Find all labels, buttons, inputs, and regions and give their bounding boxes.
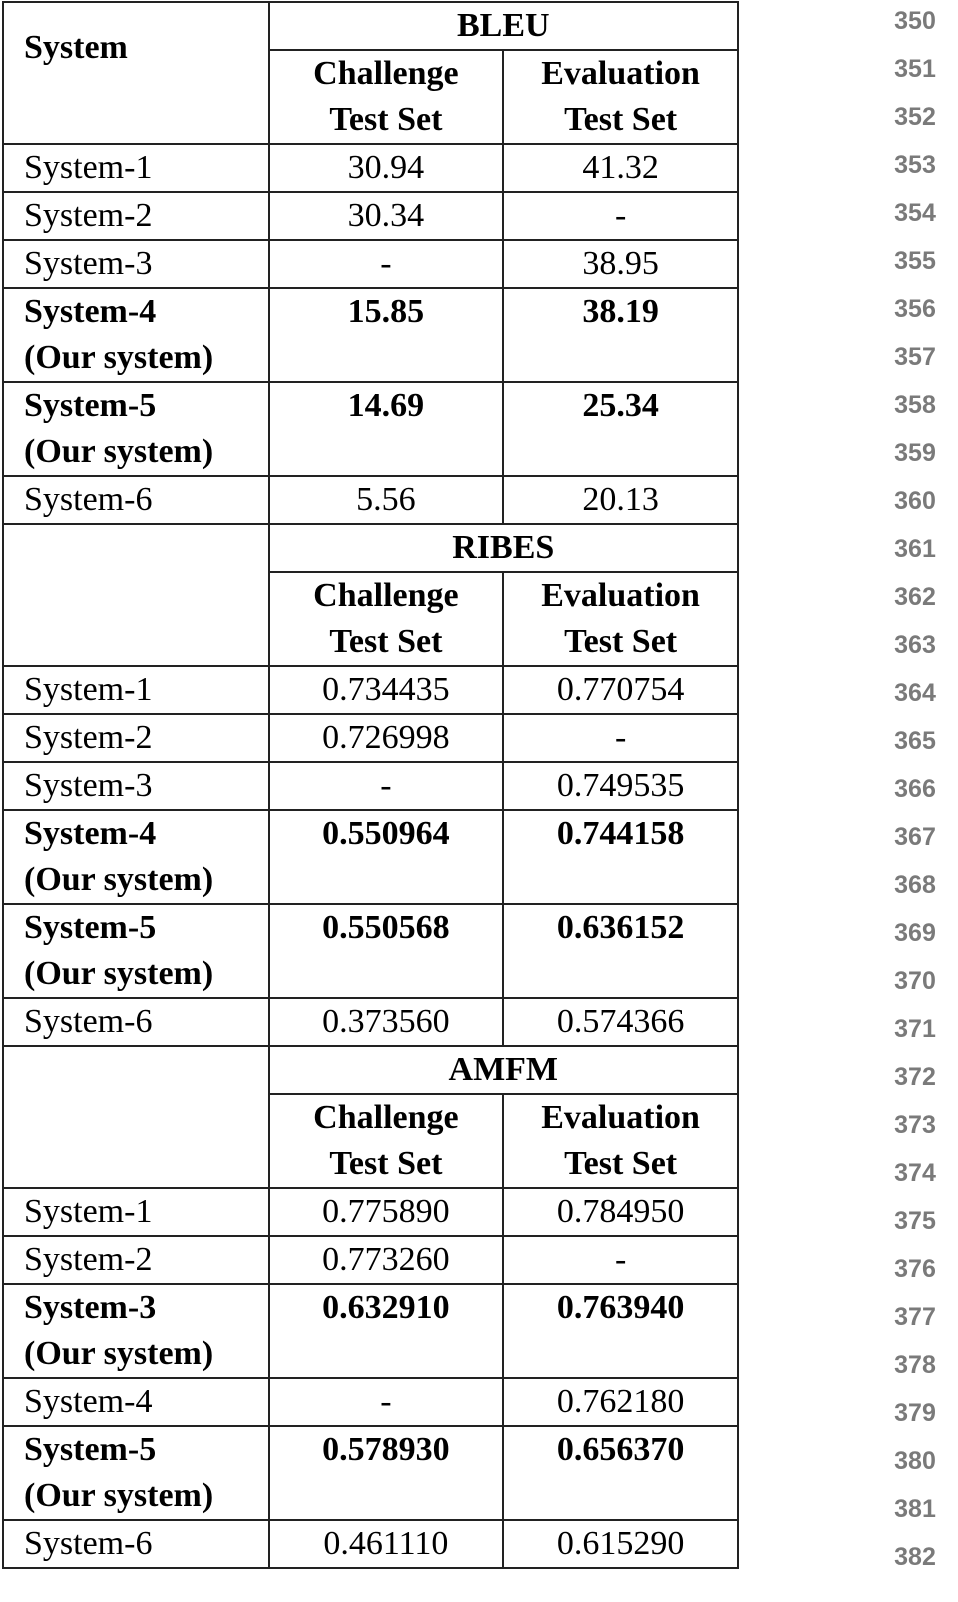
metric-header-row: [3, 2, 738, 50]
table-row: [3, 904, 738, 998]
line-number: 381: [894, 1495, 936, 1523]
our-system-note: (Our system): [24, 1477, 214, 1514]
header-line: Evaluation: [541, 577, 700, 614]
evaluation-score: 0.784950: [503, 1188, 738, 1236]
evaluation-score: 20.13: [503, 476, 738, 524]
header-line: Test Set: [329, 1145, 443, 1182]
line-number: 368: [894, 871, 936, 899]
system-name: System-5: [24, 387, 157, 424]
system-name-cell: [3, 998, 269, 1046]
our-system-note: (Our system): [24, 955, 214, 992]
line-number: 355: [894, 247, 936, 275]
evaluation-test-set-header: [503, 50, 738, 144]
evaluation-score: 0.744158: [503, 810, 738, 904]
metric-header: BLEU: [269, 2, 738, 50]
table-row: [3, 240, 738, 288]
evaluation-score: 41.32: [503, 144, 738, 192]
system-name: System-2: [24, 719, 153, 756]
challenge-score: 5.56: [269, 476, 504, 524]
system-name-cell: [3, 192, 269, 240]
system-name-cell: [3, 1378, 269, 1426]
system-name-cell: [3, 382, 269, 476]
line-number: 374: [894, 1159, 936, 1187]
system-name-cell: [3, 1188, 269, 1236]
evaluation-score: 0.636152: [503, 904, 738, 998]
challenge-test-set-header: [269, 1094, 504, 1188]
system-name-cell: [3, 1426, 269, 1520]
system-name-cell: [3, 666, 269, 714]
header-line: Evaluation: [541, 1099, 700, 1136]
challenge-score: 0.373560: [269, 998, 504, 1046]
line-number: 356: [894, 295, 936, 323]
evaluation-score: 25.34: [503, 382, 738, 476]
system-name-cell: [3, 1236, 269, 1284]
challenge-test-set-header: [269, 572, 504, 666]
line-number: 382: [894, 1543, 936, 1571]
challenge-score: 30.34: [269, 192, 504, 240]
our-system-note: (Our system): [24, 339, 214, 376]
table-row: [3, 1426, 738, 1520]
system-name: System-6: [24, 481, 153, 518]
line-number: 380: [894, 1447, 936, 1475]
system-name: System-4: [24, 1383, 153, 1420]
header-line: Challenge: [313, 577, 459, 614]
system-name-cell: [3, 1520, 269, 1568]
system-name: System-4: [24, 293, 157, 330]
system-name-cell: [3, 714, 269, 762]
line-number: 362: [894, 583, 936, 611]
line-number: 377: [894, 1303, 936, 1331]
evaluation-score: 0.574366: [503, 998, 738, 1046]
header-line: Test Set: [329, 101, 443, 138]
evaluation-score: 0.656370: [503, 1426, 738, 1520]
metric-header-row: [3, 524, 738, 572]
challenge-score: 0.578930: [269, 1426, 504, 1520]
our-system-note: (Our system): [24, 861, 214, 898]
challenge-score: 0.726998: [269, 714, 504, 762]
challenge-score: -: [269, 1378, 504, 1426]
evaluation-test-set-header: [503, 1094, 738, 1188]
system-column-header: System: [3, 2, 269, 144]
metric-header-row: [3, 1046, 738, 1094]
evaluation-score: -: [503, 192, 738, 240]
challenge-score: 0.775890: [269, 1188, 504, 1236]
line-number: 365: [894, 727, 936, 755]
line-number: 361: [894, 535, 936, 563]
line-number: 371: [894, 1015, 936, 1043]
line-number: 367: [894, 823, 936, 851]
line-number: 357: [894, 343, 936, 371]
empty-header-cell: [3, 1046, 269, 1188]
challenge-score: 0.632910: [269, 1284, 504, 1378]
challenge-score: 0.734435: [269, 666, 504, 714]
line-number: 372: [894, 1063, 936, 1091]
header-line: Test Set: [564, 623, 678, 660]
table-row: [3, 998, 738, 1046]
system-name: System-2: [24, 1241, 153, 1278]
system-name: System-3: [24, 245, 153, 282]
line-number: 370: [894, 967, 936, 995]
system-name-cell: [3, 810, 269, 904]
header-line: Evaluation: [541, 55, 700, 92]
challenge-score: 30.94: [269, 144, 504, 192]
table-row: [3, 192, 738, 240]
line-number: 376: [894, 1255, 936, 1283]
system-name: System-5: [24, 909, 157, 946]
results-table: [2, 1, 739, 1569]
challenge-score: 15.85: [269, 288, 504, 382]
table-row: [3, 714, 738, 762]
line-number: 375: [894, 1207, 936, 1235]
system-name: System-2: [24, 197, 153, 234]
line-number: 360: [894, 487, 936, 515]
evaluation-score: 38.95: [503, 240, 738, 288]
system-name-cell: [3, 288, 269, 382]
system-name-cell: [3, 904, 269, 998]
system-name: System-6: [24, 1003, 153, 1040]
evaluation-test-set-header: [503, 572, 738, 666]
table-row: [3, 288, 738, 382]
challenge-score: 0.461110: [269, 1520, 504, 1568]
line-number: 363: [894, 631, 936, 659]
challenge-score: 0.773260: [269, 1236, 504, 1284]
system-name-cell: [3, 240, 269, 288]
challenge-score: 0.550568: [269, 904, 504, 998]
metric-header: RIBES: [269, 524, 738, 572]
challenge-score: -: [269, 240, 504, 288]
our-system-note: (Our system): [24, 1335, 214, 1372]
system-name: System-3: [24, 1289, 157, 1326]
empty-header-cell: [3, 524, 269, 666]
system-name: System-4: [24, 815, 157, 852]
table-row: [3, 1378, 738, 1426]
line-number: 378: [894, 1351, 936, 1379]
system-name: System-1: [24, 671, 153, 708]
table-row: [3, 1284, 738, 1378]
line-number: 373: [894, 1111, 936, 1139]
evaluation-score: -: [503, 1236, 738, 1284]
line-number: 358: [894, 391, 936, 419]
evaluation-score: -: [503, 714, 738, 762]
table-row: [3, 476, 738, 524]
header-line: Test Set: [329, 623, 443, 660]
system-name-cell: [3, 762, 269, 810]
metric-header: AMFM: [269, 1046, 738, 1094]
table-row: [3, 666, 738, 714]
evaluation-score: 0.762180: [503, 1378, 738, 1426]
evaluation-score: 38.19: [503, 288, 738, 382]
header-line: Test Set: [564, 101, 678, 138]
header-line: Challenge: [313, 1099, 459, 1136]
line-number: 350: [894, 7, 936, 35]
challenge-score: -: [269, 762, 504, 810]
system-name-cell: [3, 144, 269, 192]
line-number: 359: [894, 439, 936, 467]
line-number: 364: [894, 679, 936, 707]
table-row: [3, 1236, 738, 1284]
system-name-cell: [3, 476, 269, 524]
line-number: 351: [894, 55, 936, 83]
line-number: 354: [894, 199, 936, 227]
challenge-test-set-header: [269, 50, 504, 144]
system-name: System-6: [24, 1525, 153, 1562]
line-number: 352: [894, 103, 936, 131]
line-number: 369: [894, 919, 936, 947]
system-name: System-1: [24, 1193, 153, 1230]
system-name: System-5: [24, 1431, 157, 1468]
evaluation-score: 0.763940: [503, 1284, 738, 1378]
challenge-score: 14.69: [269, 382, 504, 476]
our-system-note: (Our system): [24, 433, 214, 470]
evaluation-score: 0.770754: [503, 666, 738, 714]
evaluation-score: 0.749535: [503, 762, 738, 810]
header-line: Test Set: [564, 1145, 678, 1182]
table-row: [3, 382, 738, 476]
evaluation-score: 0.615290: [503, 1520, 738, 1568]
system-name: System-3: [24, 767, 153, 804]
table-row: [3, 144, 738, 192]
table-row: [3, 810, 738, 904]
system-name-cell: [3, 1284, 269, 1378]
line-number: 366: [894, 775, 936, 803]
line-number: 353: [894, 151, 936, 179]
table-row: [3, 762, 738, 810]
system-name: System-1: [24, 149, 153, 186]
table-row: [3, 1188, 738, 1236]
challenge-score: 0.550964: [269, 810, 504, 904]
line-number: 379: [894, 1399, 936, 1427]
table-row: [3, 1520, 738, 1568]
header-line: Challenge: [313, 55, 459, 92]
